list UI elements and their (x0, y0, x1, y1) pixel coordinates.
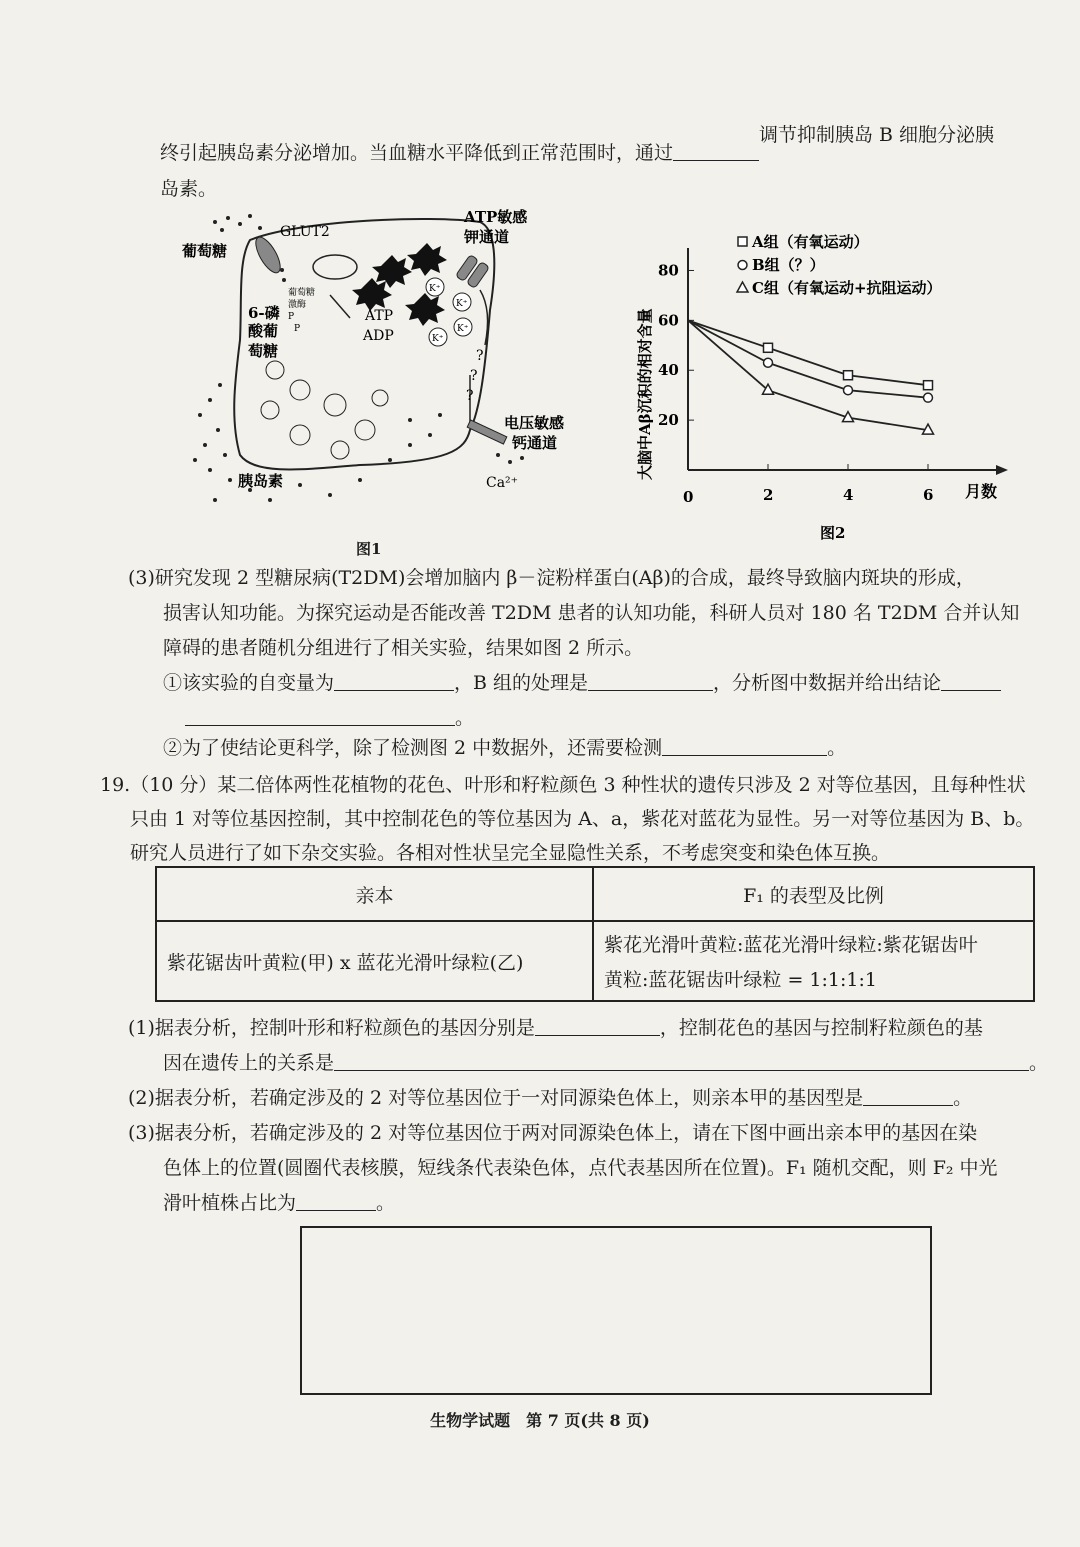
q19-line-2: 只由 1 对等位基因控制，其中控制花色的等位基因为 A、a，紫花对蓝花为显性。另一对等位基因为 B、b。 (130, 808, 1035, 830)
cross-table (155, 866, 1035, 1002)
figure-2-chart (630, 220, 1030, 550)
answer-blank[interactable] (334, 672, 454, 691)
intro-line-1: 终引起胰岛素分泌增加。当血糖水平降低到正常范围时，通过调节抑制胰岛 B 细胞分泌胰 (160, 124, 995, 164)
svg-text:K⁺: K⁺ (457, 324, 469, 334)
svg-text:?: ? (476, 348, 484, 364)
glut2-transporter (251, 234, 285, 277)
svg-text:?: ? (470, 368, 478, 384)
drawing-answer-box[interactable] (300, 1226, 932, 1395)
data-point (924, 393, 933, 402)
answer-blank[interactable] (535, 1017, 660, 1036)
svg-text:萄糖: 萄糖 (248, 342, 279, 360)
x-tick-label: 6 (923, 486, 934, 504)
svg-text:ATP: ATP (365, 308, 394, 324)
answer-blank[interactable] (588, 672, 713, 691)
answer-blank[interactable] (185, 707, 455, 726)
svg-text:Ca²⁺: Ca²⁺ (486, 475, 519, 491)
svg-text:K⁺: K⁺ (456, 299, 468, 309)
svg-text:?: ? (466, 388, 474, 404)
x-axis-arrow (996, 465, 1008, 475)
svg-text:钾通道: 钾通道 (464, 228, 510, 246)
svg-text:葡萄糖: 葡萄糖 (288, 288, 316, 298)
legend-label: A组（有氧运动） (752, 233, 869, 251)
chart-x-label: 月数 (965, 482, 998, 501)
answer-blank[interactable] (941, 672, 1001, 691)
answer-blank[interactable] (334, 1052, 1029, 1071)
figure-1-diagram (180, 200, 600, 530)
y-tick-label: 20 (658, 411, 679, 430)
svg-text:酸葡: 酸葡 (248, 322, 279, 340)
q3-sub2: ②为了使结论更科学，除了检测图 2 中数据外，还需要检测 。 (163, 737, 847, 759)
y-tick-label: 60 (658, 311, 679, 330)
svg-text:6-磷: 6-磷 (248, 304, 280, 322)
svg-text:P: P (294, 324, 301, 334)
q19-p3-line-3: 滑叶植株占比为 。 (163, 1192, 396, 1214)
legend-label: C组（有氧运动+抗阻运动） (752, 279, 942, 297)
svg-text:胰岛素: 胰岛素 (238, 472, 284, 490)
q19-p2: (2)据表分析，若确定涉及的 2 对等位基因位于一对同源染色体上，则亲本甲的基因型是 。 (128, 1087, 973, 1109)
chart-series (688, 320, 934, 434)
x-tick-label: 0 (683, 488, 694, 506)
svg-text:P: P (288, 312, 295, 322)
intro-line-2: 岛素。 (160, 178, 218, 200)
x-tick-label: 2 (763, 486, 774, 504)
figure-1-caption: 图1 (356, 540, 382, 558)
data-point (924, 381, 933, 390)
data-point (764, 343, 773, 352)
chart-title: 图2 (820, 524, 846, 542)
answer-blank[interactable] (673, 142, 759, 161)
answer-blank[interactable] (296, 1192, 376, 1211)
header-parent: 亲本 (156, 867, 593, 921)
q19-p3-line-2: 色体上的位置(圆圈代表核膜，短线条代表染色体，点代表基因所在位置)。F₁ 随机交配，则 F₂ 中光 (163, 1157, 998, 1179)
mitochondrion (313, 255, 357, 279)
svg-text:激酶: 激酶 (288, 300, 307, 310)
table-header-row (156, 867, 1034, 921)
data-point (764, 358, 773, 367)
ca-channel (467, 420, 507, 444)
table-row (156, 921, 1034, 1001)
y-tick-label: 40 (658, 361, 679, 380)
q3-sub1: ①该实验的自变量为 ，B 组的处理是 ，分析图中数据并给出结论 (163, 670, 1001, 696)
q3-sub1-cont: 。 (185, 705, 474, 731)
q3-line-3: 障碍的患者随机分组进行了相关实验，结果如图 2 所示。 (163, 637, 644, 659)
cell-f1: 紫花光滑叶黄粒:蓝花光滑叶绿粒:紫花锯齿叶 黄粒:蓝花锯齿叶绿粒 = 1:1:1:1 (593, 921, 1034, 1001)
page-footer: 生物学试题 第 7 页(共 8 页) (430, 1411, 650, 1430)
svg-text:K⁺: K⁺ (429, 284, 441, 294)
svg-text:钙通道: 钙通道 (512, 434, 558, 452)
q19-p3-line-1: (3)据表分析，若确定涉及的 2 对等位基因位于两对同源染色体上，请在下图中画出亲本甲的基因在染 (128, 1122, 978, 1144)
q19-p1-cont: 因在遗传上的关系是 。 (163, 1052, 1049, 1074)
y-tick-label: 80 (658, 261, 679, 280)
answer-blank[interactable] (662, 737, 827, 756)
svg-text:葡萄糖: 葡萄糖 (182, 242, 228, 260)
chart-y-label: 大脑中Aβ沉积的相对含量 (636, 308, 654, 480)
svg-text:电压敏感: 电压敏感 (504, 414, 565, 432)
x-tick-label: 4 (843, 486, 854, 504)
answer-blank[interactable] (863, 1087, 953, 1106)
q19-line-3: 研究人员进行了如下杂交实验。各相对性状呈完全显隐性关系，不考虑突变和染色体互换。 (130, 842, 891, 864)
svg-text:GLUT2: GLUT2 (280, 224, 330, 240)
cell-parent: 紫花锯齿叶黄粒(甲) x 蓝花光滑叶绿粒(乙) (156, 921, 593, 1001)
svg-text:K⁺: K⁺ (432, 334, 444, 344)
series-line-2 (688, 320, 928, 430)
legend-marker (738, 237, 747, 246)
chart-legend (737, 233, 942, 297)
q19-p1: (1)据表分析，控制叶形和籽粒颜色的基因分别是 ，控制花色的基因与控制籽粒颜色的基 (128, 1017, 983, 1039)
legend-marker (737, 282, 748, 292)
efflux-arrow (480, 290, 488, 345)
data-point (844, 386, 853, 395)
legend-marker (738, 261, 747, 270)
svg-text:ATP敏感: ATP敏感 (464, 208, 528, 226)
legend-label: B组（？） (752, 256, 825, 274)
svg-text:ADP: ADP (363, 328, 394, 344)
data-point (844, 371, 853, 380)
q3-line-1: (3)研究发现 2 型糖尿病(T2DM)会增加脑内 β－淀粉样蛋白(Aβ)的合成，最终导致脑内斑块的形成， (128, 567, 975, 589)
q19-line-1: 19.（10 分）某二倍体两性花植物的花色、叶形和籽粒颜色 3 种性状的遗传只涉及 2 对等位基因，且每种性状 (100, 774, 1026, 796)
q3-line-2: 损害认知功能。为探究运动是否能改善 T2DM 患者的认知功能，科研人员对 180 名 T2DM 合并认知 (163, 602, 1020, 624)
header-f1: F₁ 的表型及比例 (593, 867, 1034, 921)
insulin-granules (261, 361, 388, 459)
